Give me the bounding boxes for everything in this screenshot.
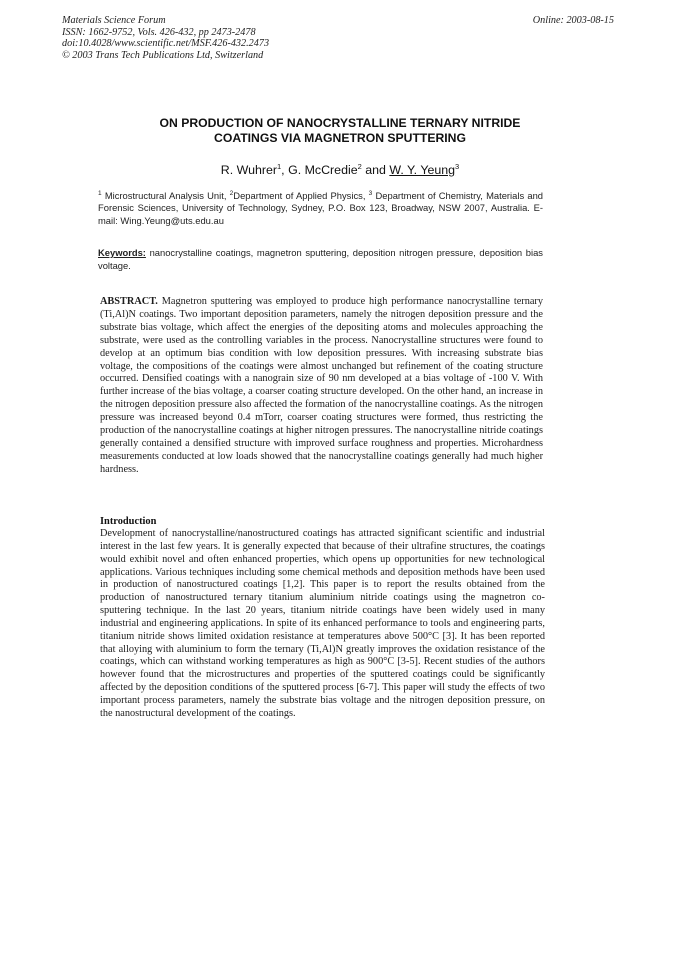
author-list [60, 162, 620, 177]
author-3: W. Y. Yeung [389, 163, 456, 178]
copyright-line: © 2003 Trans Tech Publications Ltd, Switzerland [62, 49, 264, 61]
author-1-sup: 1 [277, 162, 282, 171]
keywords [98, 246, 543, 272]
online-date: Online: 2003-08-15 [532, 15, 614, 26]
abstract-text: Magnetron sputtering was employed to produce high performance nanocrystalline ternary (Ti,Al)N coatings. Two important deposition parameters, namely the nitrogen deposition pressure and the substrate bias voltage, which affect the energies of the depositing atoms and molecules approaching the substrate, were used as the controlling variables in the process. Nanocrystalline structures were found to develop at an optimum bias condition with low deposition pressures. With increasing substrate bias voltage, the compositions of the coatings were almost unchanged but refinement of the coating structure occurred. Densified coatings with a nanograin size of 90 nm developed at a bias voltage of -100 V. With further increase of the bias voltage, a coarser coating structure developed. On the other hand, an increase in the nitrogen deposition pressure also affected the formation of the nanocrystalline coatings. As the nitrogen pressure was increased beyond 0.4 mTorr, coarser coating structures were formed, thus restricting the production of the nanocrystalline coatings at higher nitrogen pressures. The nanocrystalline nitride coatings generally contained a densified structure with improved surface roughness and properties. Microhardness measurements conducted at low loads showed that the nanocrystalline coatings generally had much higher hardness. [100, 296, 543, 475]
author-3-sup: 3 [455, 162, 460, 171]
journal-name: Materials Science Forum [62, 15, 166, 26]
author-2: G. McCredie [288, 163, 358, 178]
abstract-label: ABSTRACT. [100, 296, 158, 307]
affil-part-3: Department of Chemistry, Materials and Forensic Sciences, University of Technology, Sydney, P.O. Box 123, Broadway, NSW 2007, Australia. E-mail: Wing.Yeung@uts.edu.au [98, 190, 543, 226]
keywords-label: Keywords: [98, 247, 146, 258]
author-1: R. Wuhrer [220, 163, 277, 178]
abstract [100, 296, 543, 477]
affiliations [98, 188, 543, 227]
keywords-text: nanocrystalline coatings, magnetron sputtering, deposition nitrogen pressure, deposition bias voltage. [98, 247, 543, 271]
doi-line: doi:10.4028/www.scientific.net/MSF.426-432.2473 [62, 38, 270, 50]
author-sep-2: and [361, 163, 390, 178]
introduction-heading: Introduction [100, 516, 157, 527]
issn-line: ISSN: 1662-9752, Vols. 426-432, pp 2473-2478 [62, 26, 256, 38]
author-2-sup: 2 [357, 162, 362, 171]
title-line-2: COATINGS VIA MAGNETRON SPUTTERING [214, 131, 466, 145]
introduction-text: Development of nanocrystalline/nanostructured coatings has attracted significant scientific and industrial interest in the last few years. It is generally expected that because of their ultrafine structures, the coatings would exhibit novel and often enhanced properties, which opens up opportunities for new technological applications. Various techniques including some chemical methods and deposition methods have been used in production of nanostructured coatings [1,2]. This paper is to report the results obtained from the production of nanostructured ternary titanium aluminium nitride coatings using the magnetron co-sputtering technique. In the last 20 years, titanium nitride coatings have been widely used in many industrial and engineering applications. In spite of its enhanced performance to tools and engineering parts, titanium nitride shows limited oxidation resistance at temperatures above 500°C [3]. It has been reported that alloying with aluminium to form the ternary (Ti,Al)N greatly improves the oxidation resistance of the coatings, which can withstand working temperatures as high as 900°C [3-5]. Recent studies of the authors however found that the microstructures and properties of the sputtered coatings could be significantly affected by the deposition conditions of the sputtered process [6-7]. This paper will study the effects of two important process parameters, namely the substrate bias voltage and the nitrogen deposition pressure, on the nanostructural development of the coatings. [100, 528, 545, 719]
title-line-1: ON PRODUCTION OF NANOCRYSTALLINE TERNARY NITRIDE [159, 116, 521, 130]
affil-sup-3: 3 [368, 190, 373, 197]
paper-title [60, 116, 620, 146]
affil-sup-2: 2 [229, 190, 234, 197]
affil-part-2: Department of Applied Physics, [233, 190, 369, 202]
author-sep-1: , [281, 163, 289, 178]
affil-part-1: Microstructural Analysis Unit, [101, 190, 230, 202]
publication-info [62, 15, 269, 61]
affil-sup-1: 1 [98, 190, 102, 197]
